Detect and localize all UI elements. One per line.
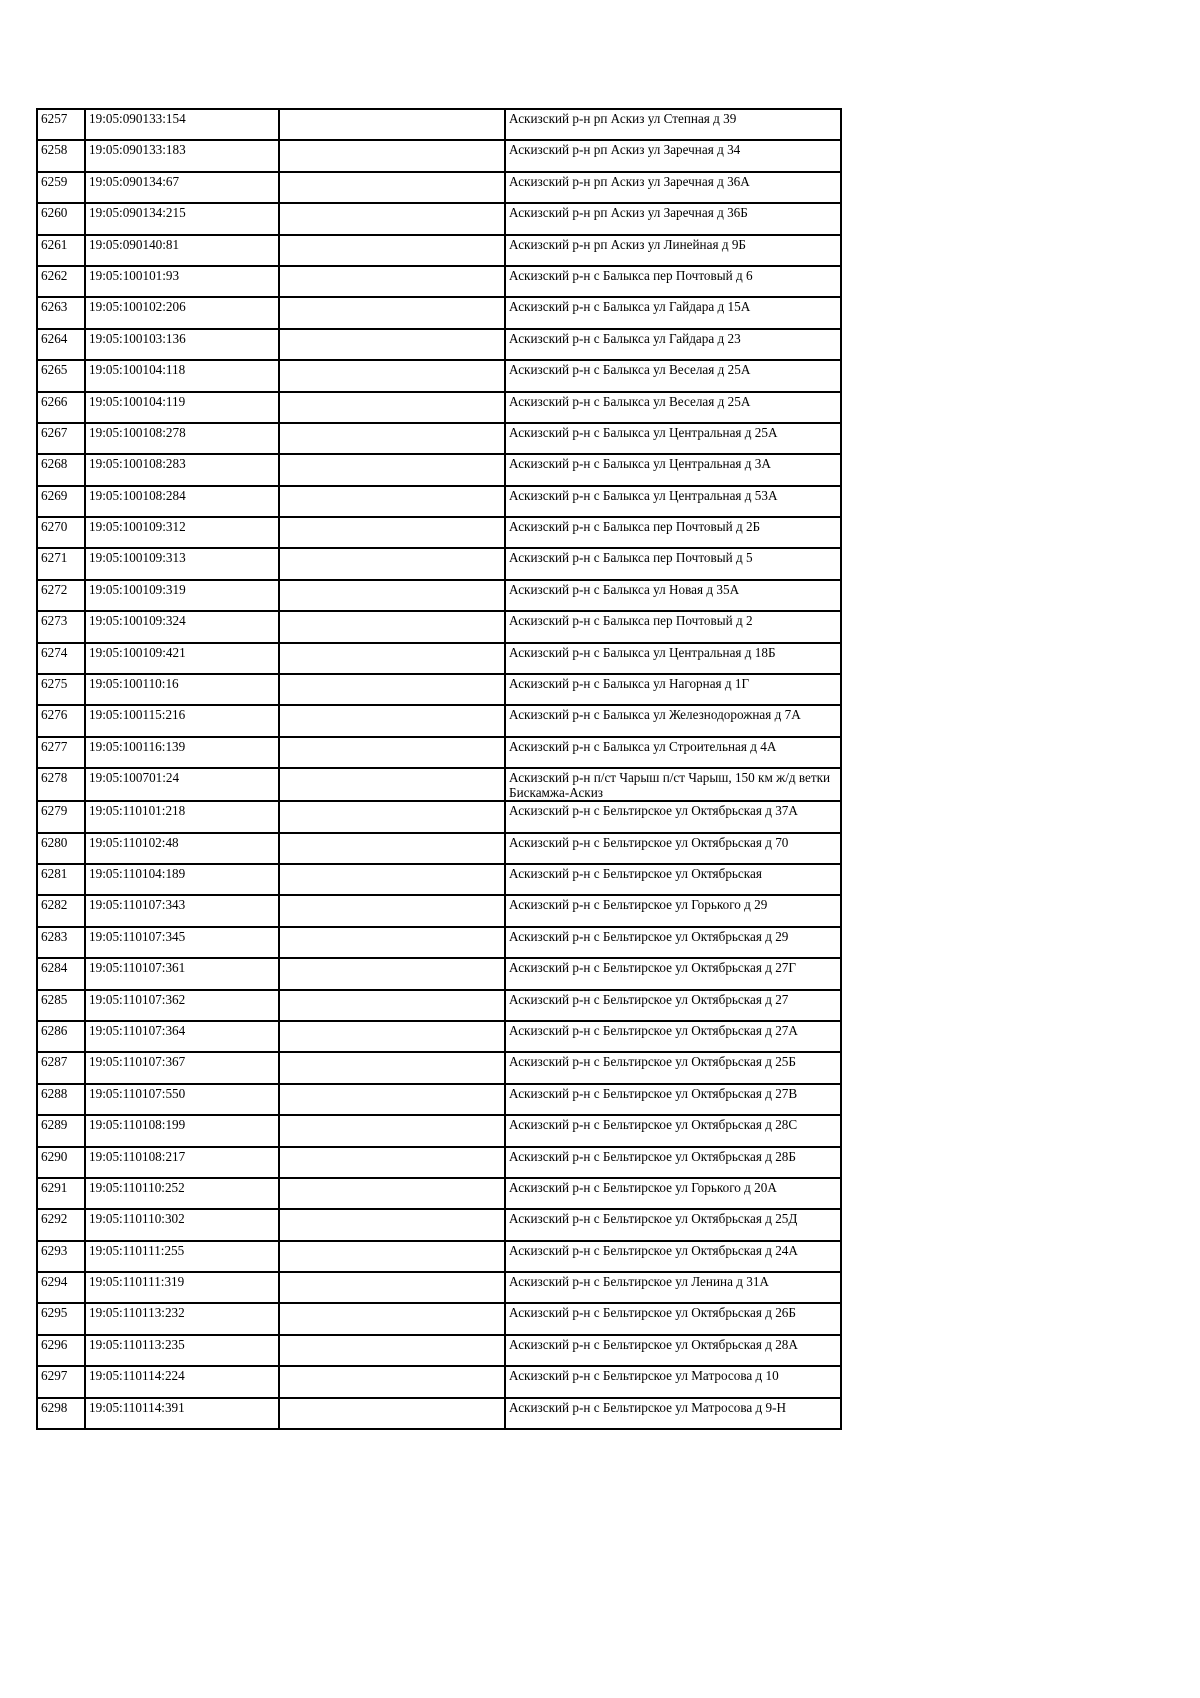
table-row (37, 1052, 841, 1083)
address-cell (505, 1021, 841, 1052)
empty-cell (279, 1178, 505, 1209)
row-number-cell: 6277 (37, 737, 85, 768)
address-cell (505, 895, 841, 926)
row-number-cell: 6264 (37, 329, 85, 360)
address-cell (505, 705, 841, 736)
address-cell (505, 548, 841, 579)
cadastral-number-cell: 19:05:100701:24 (85, 768, 279, 801)
table-row (37, 927, 841, 958)
address-text: Аскизский р-н с Бельтирское ул Горького д 20А (509, 1179, 777, 1195)
cadastral-number-cell: 19:05:110104:189 (85, 864, 279, 895)
address-cell (505, 1335, 841, 1366)
address-text: Аскизский р-н с Балыкса пер Почтовый д 2Б (509, 519, 761, 535)
empty-cell (279, 864, 505, 895)
cadastral-number-cell: 19:05:090134:215 (85, 203, 279, 234)
empty-cell (279, 611, 505, 642)
table-row (37, 801, 841, 832)
empty-cell (279, 895, 505, 926)
address-cell (505, 517, 841, 548)
empty-cell (279, 517, 505, 548)
table-row (37, 643, 841, 674)
row-number-cell: 6286 (37, 1021, 85, 1052)
address-cell (505, 1115, 841, 1146)
row-number-cell: 6293 (37, 1241, 85, 1272)
address-cell (505, 1084, 841, 1115)
cadastral-number-cell: 19:05:110108:199 (85, 1115, 279, 1146)
table-row (37, 1272, 841, 1303)
row-number-cell: 6268 (37, 454, 85, 485)
cadastral-number-cell: 19:05:100103:136 (85, 329, 279, 360)
registry-table-body (37, 109, 841, 1429)
address-cell (505, 235, 841, 266)
address-text: Аскизский р-н рп Аскиз ул Линейная д 9Б (509, 236, 747, 252)
empty-cell (279, 1398, 505, 1429)
cadastral-number-cell: 19:05:090133:154 (85, 109, 279, 140)
address-text: Аскизский р-н с Бельтирское ул Ленина д 31А (509, 1274, 769, 1290)
row-number-cell: 6295 (37, 1303, 85, 1334)
address-text: Аскизский р-н с Бельтирское ул Октябрьская д 26Б (509, 1305, 796, 1321)
empty-cell (279, 1241, 505, 1272)
address-cell (505, 329, 841, 360)
address-text: Аскизский р-н с Балыкса пер Почтовый д 6 (509, 267, 753, 283)
address-cell (505, 1209, 841, 1240)
cadastral-number-cell: 19:05:100109:319 (85, 580, 279, 611)
cadastral-number-cell: 19:05:090134:67 (85, 172, 279, 203)
table-row (37, 705, 841, 736)
cadastral-number-cell: 19:05:100108:284 (85, 486, 279, 517)
address-cell (505, 1147, 841, 1178)
address-cell (505, 958, 841, 989)
table-row (37, 611, 841, 642)
empty-cell (279, 1147, 505, 1178)
table-row (37, 392, 841, 423)
cadastral-number-cell: 19:05:110107:364 (85, 1021, 279, 1052)
address-text: Аскизский р-н с Бельтирское ул Горького д 29 (509, 897, 768, 913)
empty-cell (279, 454, 505, 485)
row-number-cell: 6272 (37, 580, 85, 611)
address-text: Аскизский р-н с Бельтирское ул Октябрьская д 25Б (509, 1054, 796, 1070)
table-row (37, 297, 841, 328)
empty-cell (279, 172, 505, 203)
empty-cell (279, 266, 505, 297)
empty-cell (279, 1303, 505, 1334)
cadastral-number-cell: 19:05:090140:81 (85, 235, 279, 266)
table-row (37, 203, 841, 234)
address-cell (505, 1366, 841, 1397)
table-row (37, 140, 841, 171)
address-text: Аскизский р-н с Бельтирское ул Матросова д 9-Н (509, 1399, 787, 1415)
table-row (37, 1335, 841, 1366)
empty-cell (279, 768, 505, 801)
empty-cell (279, 423, 505, 454)
table-row (37, 1366, 841, 1397)
cadastral-number-cell: 19:05:110108:217 (85, 1147, 279, 1178)
address-text: Аскизский р-н с Балыкса ул Центральная д 25А (509, 424, 778, 440)
address-cell (505, 611, 841, 642)
cadastral-number-cell: 19:05:110113:235 (85, 1335, 279, 1366)
address-cell (505, 360, 841, 391)
empty-cell (279, 109, 505, 140)
table-row (37, 580, 841, 611)
empty-cell (279, 674, 505, 705)
cadastral-number-cell: 19:05:110107:343 (85, 895, 279, 926)
cadastral-number-cell: 19:05:110111:255 (85, 1241, 279, 1272)
address-text: Аскизский р-н с Балыкса ул Веселая д 25А (509, 393, 751, 409)
cadastral-number-cell: 19:05:110111:319 (85, 1272, 279, 1303)
address-cell (505, 990, 841, 1021)
address-cell (505, 1052, 841, 1083)
address-text: Аскизский р-н с Балыкса ул Гайдара д 23 (509, 330, 741, 346)
registry-table (36, 108, 842, 1430)
empty-cell (279, 1335, 505, 1366)
address-text: Аскизский р-н рп Аскиз ул Заречная д 36Б (509, 205, 748, 221)
address-cell (505, 172, 841, 203)
cadastral-number-cell: 19:05:100109:312 (85, 517, 279, 548)
cadastral-number-cell: 19:05:110110:252 (85, 1178, 279, 1209)
row-number-cell: 6259 (37, 172, 85, 203)
cadastral-number-cell: 19:05:110102:48 (85, 833, 279, 864)
table-row (37, 235, 841, 266)
row-number-cell: 6284 (37, 958, 85, 989)
empty-cell (279, 1052, 505, 1083)
address-cell (505, 801, 841, 832)
empty-cell (279, 329, 505, 360)
cadastral-number-cell: 19:05:100101:93 (85, 266, 279, 297)
address-cell (505, 580, 841, 611)
address-text: Аскизский р-н с Балыкса пер Почтовый д 5 (509, 550, 753, 566)
table-row (37, 1021, 841, 1052)
row-number-cell: 6266 (37, 392, 85, 423)
address-cell (505, 486, 841, 517)
address-text: Аскизский р-н п/ст Чарыш п/ст Чарыш, 150 км ж/д ветки Бискамжа-Аскиз (509, 770, 831, 801)
address-cell (505, 203, 841, 234)
address-cell (505, 266, 841, 297)
empty-cell (279, 1272, 505, 1303)
address-text: Аскизский р-н с Балыкса ул Гайдара д 15А (509, 299, 751, 315)
empty-cell (279, 833, 505, 864)
address-cell (505, 109, 841, 140)
empty-cell (279, 643, 505, 674)
address-cell (505, 1272, 841, 1303)
address-text: Аскизский р-н с Бельтирское ул Октябрьская д 28С (509, 1117, 798, 1133)
table-row (37, 329, 841, 360)
empty-cell (279, 140, 505, 171)
address-cell (505, 1398, 841, 1429)
address-text: Аскизский р-н с Балыкса ул Железнодорожная д 7А (509, 707, 801, 723)
empty-cell (279, 705, 505, 736)
cadastral-number-cell: 19:05:100115:216 (85, 705, 279, 736)
row-number-cell: 6267 (37, 423, 85, 454)
address-cell (505, 768, 841, 801)
cadastral-number-cell: 19:05:100109:324 (85, 611, 279, 642)
address-text: Аскизский р-н с Бельтирское ул Октябрьская д 27В (509, 1085, 798, 1101)
cadastral-number-cell: 19:05:110107:367 (85, 1052, 279, 1083)
table-row (37, 833, 841, 864)
address-cell (505, 392, 841, 423)
address-text: Аскизский р-н с Бельтирское ул Октябрьская д 70 (509, 834, 789, 850)
row-number-cell: 6270 (37, 517, 85, 548)
row-number-cell: 6261 (37, 235, 85, 266)
row-number-cell: 6275 (37, 674, 85, 705)
row-number-cell: 6278 (37, 768, 85, 801)
address-text: Аскизский р-н с Бельтирское ул Октябрьская д 37А (509, 803, 798, 819)
table-row (37, 990, 841, 1021)
empty-cell (279, 1366, 505, 1397)
cadastral-number-cell: 19:05:090133:183 (85, 140, 279, 171)
row-number-cell: 6257 (37, 109, 85, 140)
empty-cell (279, 1115, 505, 1146)
address-text: Аскизский р-н с Бельтирское ул Октябрьская д 27А (509, 1022, 798, 1038)
cadastral-number-cell: 19:05:100104:119 (85, 392, 279, 423)
table-row (37, 864, 841, 895)
empty-cell (279, 235, 505, 266)
row-number-cell: 6291 (37, 1178, 85, 1209)
cadastral-number-cell: 19:05:100104:118 (85, 360, 279, 391)
empty-cell (279, 548, 505, 579)
address-cell (505, 927, 841, 958)
table-row (37, 109, 841, 140)
address-cell (505, 1303, 841, 1334)
row-number-cell: 6279 (37, 801, 85, 832)
address-text: Аскизский р-н с Балыкса ул Центральная д 18Б (509, 644, 776, 660)
table-row (37, 1209, 841, 1240)
row-number-cell: 6280 (37, 833, 85, 864)
empty-cell (279, 990, 505, 1021)
address-text: Аскизский р-н рп Аскиз ул Заречная д 36А (509, 173, 750, 189)
row-number-cell: 6289 (37, 1115, 85, 1146)
empty-cell (279, 801, 505, 832)
cadastral-number-cell: 19:05:110114:391 (85, 1398, 279, 1429)
cadastral-number-cell: 19:05:110113:232 (85, 1303, 279, 1334)
address-cell (505, 833, 841, 864)
table-row (37, 1398, 841, 1429)
address-text: Аскизский р-н с Бельтирское ул Октябрьская д 27Г (509, 960, 797, 976)
empty-cell (279, 486, 505, 517)
address-cell (505, 674, 841, 705)
cadastral-number-cell: 19:05:110107:345 (85, 927, 279, 958)
row-number-cell: 6263 (37, 297, 85, 328)
table-row (37, 768, 841, 801)
address-text: Аскизский р-н рп Аскиз ул Заречная д 34 (509, 142, 741, 158)
empty-cell (279, 1021, 505, 1052)
cadastral-number-cell: 19:05:110107:362 (85, 990, 279, 1021)
address-cell (505, 1178, 841, 1209)
address-text: Аскизский р-н с Балыкса пер Почтовый д 2 (509, 613, 753, 629)
address-text: Аскизский р-н с Бельтирское ул Матросова д 10 (509, 1368, 779, 1384)
table-row (37, 548, 841, 579)
row-number-cell: 6276 (37, 705, 85, 736)
row-number-cell: 6290 (37, 1147, 85, 1178)
table-row (37, 360, 841, 391)
table-row (37, 1147, 841, 1178)
cadastral-number-cell: 19:05:110114:224 (85, 1366, 279, 1397)
address-text: Аскизский р-н с Бельтирское ул Октябрьская д 24А (509, 1242, 798, 1258)
address-text: Аскизский р-н с Балыкса ул Строительная д 4А (509, 738, 777, 754)
address-cell (505, 643, 841, 674)
table-row (37, 1303, 841, 1334)
address-text: Аскизский р-н с Бельтирское ул Октябрьская д 29 (509, 928, 789, 944)
address-cell (505, 1241, 841, 1272)
table-row (37, 1241, 841, 1272)
table-row (37, 674, 841, 705)
cadastral-number-cell: 19:05:100109:313 (85, 548, 279, 579)
address-text: Аскизский р-н с Балыкса ул Новая д 35А (509, 581, 740, 597)
row-number-cell: 6298 (37, 1398, 85, 1429)
cadastral-number-cell: 19:05:100116:139 (85, 737, 279, 768)
row-number-cell: 6297 (37, 1366, 85, 1397)
row-number-cell: 6273 (37, 611, 85, 642)
cadastral-number-cell: 19:05:100108:278 (85, 423, 279, 454)
address-text: Аскизский р-н с Бельтирское ул Октябрьская д 28Б (509, 1148, 796, 1164)
row-number-cell: 6265 (37, 360, 85, 391)
empty-cell (279, 927, 505, 958)
address-text: Аскизский р-н рп Аскиз ул Степная д 39 (509, 111, 737, 126)
table-row (37, 454, 841, 485)
cadastral-number-cell: 19:05:110107:550 (85, 1084, 279, 1115)
cadastral-number-cell: 19:05:100108:283 (85, 454, 279, 485)
address-text: Аскизский р-н с Балыкса ул Центральная д 53А (509, 487, 778, 503)
table-row (37, 1084, 841, 1115)
address-text: Аскизский р-н с Балыкса ул Нагорная д 1Г (509, 676, 750, 692)
address-cell (505, 864, 841, 895)
row-number-cell: 6292 (37, 1209, 85, 1240)
address-text: Аскизский р-н с Балыкса ул Веселая д 25А (509, 362, 751, 378)
row-number-cell: 6296 (37, 1335, 85, 1366)
row-number-cell: 6269 (37, 486, 85, 517)
table-row (37, 1115, 841, 1146)
address-cell (505, 737, 841, 768)
address-text: Аскизский р-н с Бельтирское ул Октябрьская д 27 (509, 991, 789, 1007)
cadastral-number-cell: 19:05:110101:218 (85, 801, 279, 832)
cadastral-number-cell: 19:05:100109:421 (85, 643, 279, 674)
cadastral-number-cell: 19:05:100110:16 (85, 674, 279, 705)
row-number-cell: 6262 (37, 266, 85, 297)
empty-cell (279, 958, 505, 989)
address-cell (505, 140, 841, 171)
empty-cell (279, 1209, 505, 1240)
table-row (37, 958, 841, 989)
table-row (37, 517, 841, 548)
row-number-cell: 6282 (37, 895, 85, 926)
empty-cell (279, 580, 505, 611)
empty-cell (279, 1084, 505, 1115)
address-text: Аскизский р-н с Бельтирское ул Октябрьская (509, 865, 762, 881)
row-number-cell: 6260 (37, 203, 85, 234)
table-row (37, 737, 841, 768)
empty-cell (279, 737, 505, 768)
address-text: Аскизский р-н с Бельтирское ул Октябрьская д 25Д (509, 1211, 798, 1227)
address-cell (505, 423, 841, 454)
row-number-cell: 6294 (37, 1272, 85, 1303)
cadastral-number-cell: 19:05:110110:302 (85, 1209, 279, 1240)
row-number-cell: 6288 (37, 1084, 85, 1115)
table-row (37, 486, 841, 517)
empty-cell (279, 297, 505, 328)
row-number-cell: 6258 (37, 140, 85, 171)
row-number-cell: 6283 (37, 927, 85, 958)
address-cell (505, 297, 841, 328)
empty-cell (279, 360, 505, 391)
table-row (37, 895, 841, 926)
row-number-cell: 6274 (37, 643, 85, 674)
row-number-cell: 6271 (37, 548, 85, 579)
table-row (37, 1178, 841, 1209)
row-number-cell: 6285 (37, 990, 85, 1021)
row-number-cell: 6281 (37, 864, 85, 895)
empty-cell (279, 203, 505, 234)
row-number-cell: 6287 (37, 1052, 85, 1083)
empty-cell (279, 392, 505, 423)
table-row (37, 266, 841, 297)
cadastral-number-cell: 19:05:100102:206 (85, 297, 279, 328)
cadastral-number-cell: 19:05:110107:361 (85, 958, 279, 989)
table-row (37, 172, 841, 203)
table-row (37, 423, 841, 454)
address-text: Аскизский р-н с Бельтирское ул Октябрьская д 28А (509, 1336, 798, 1352)
address-text: Аскизский р-н с Балыкса ул Центральная д 3А (509, 456, 771, 472)
address-cell (505, 454, 841, 485)
